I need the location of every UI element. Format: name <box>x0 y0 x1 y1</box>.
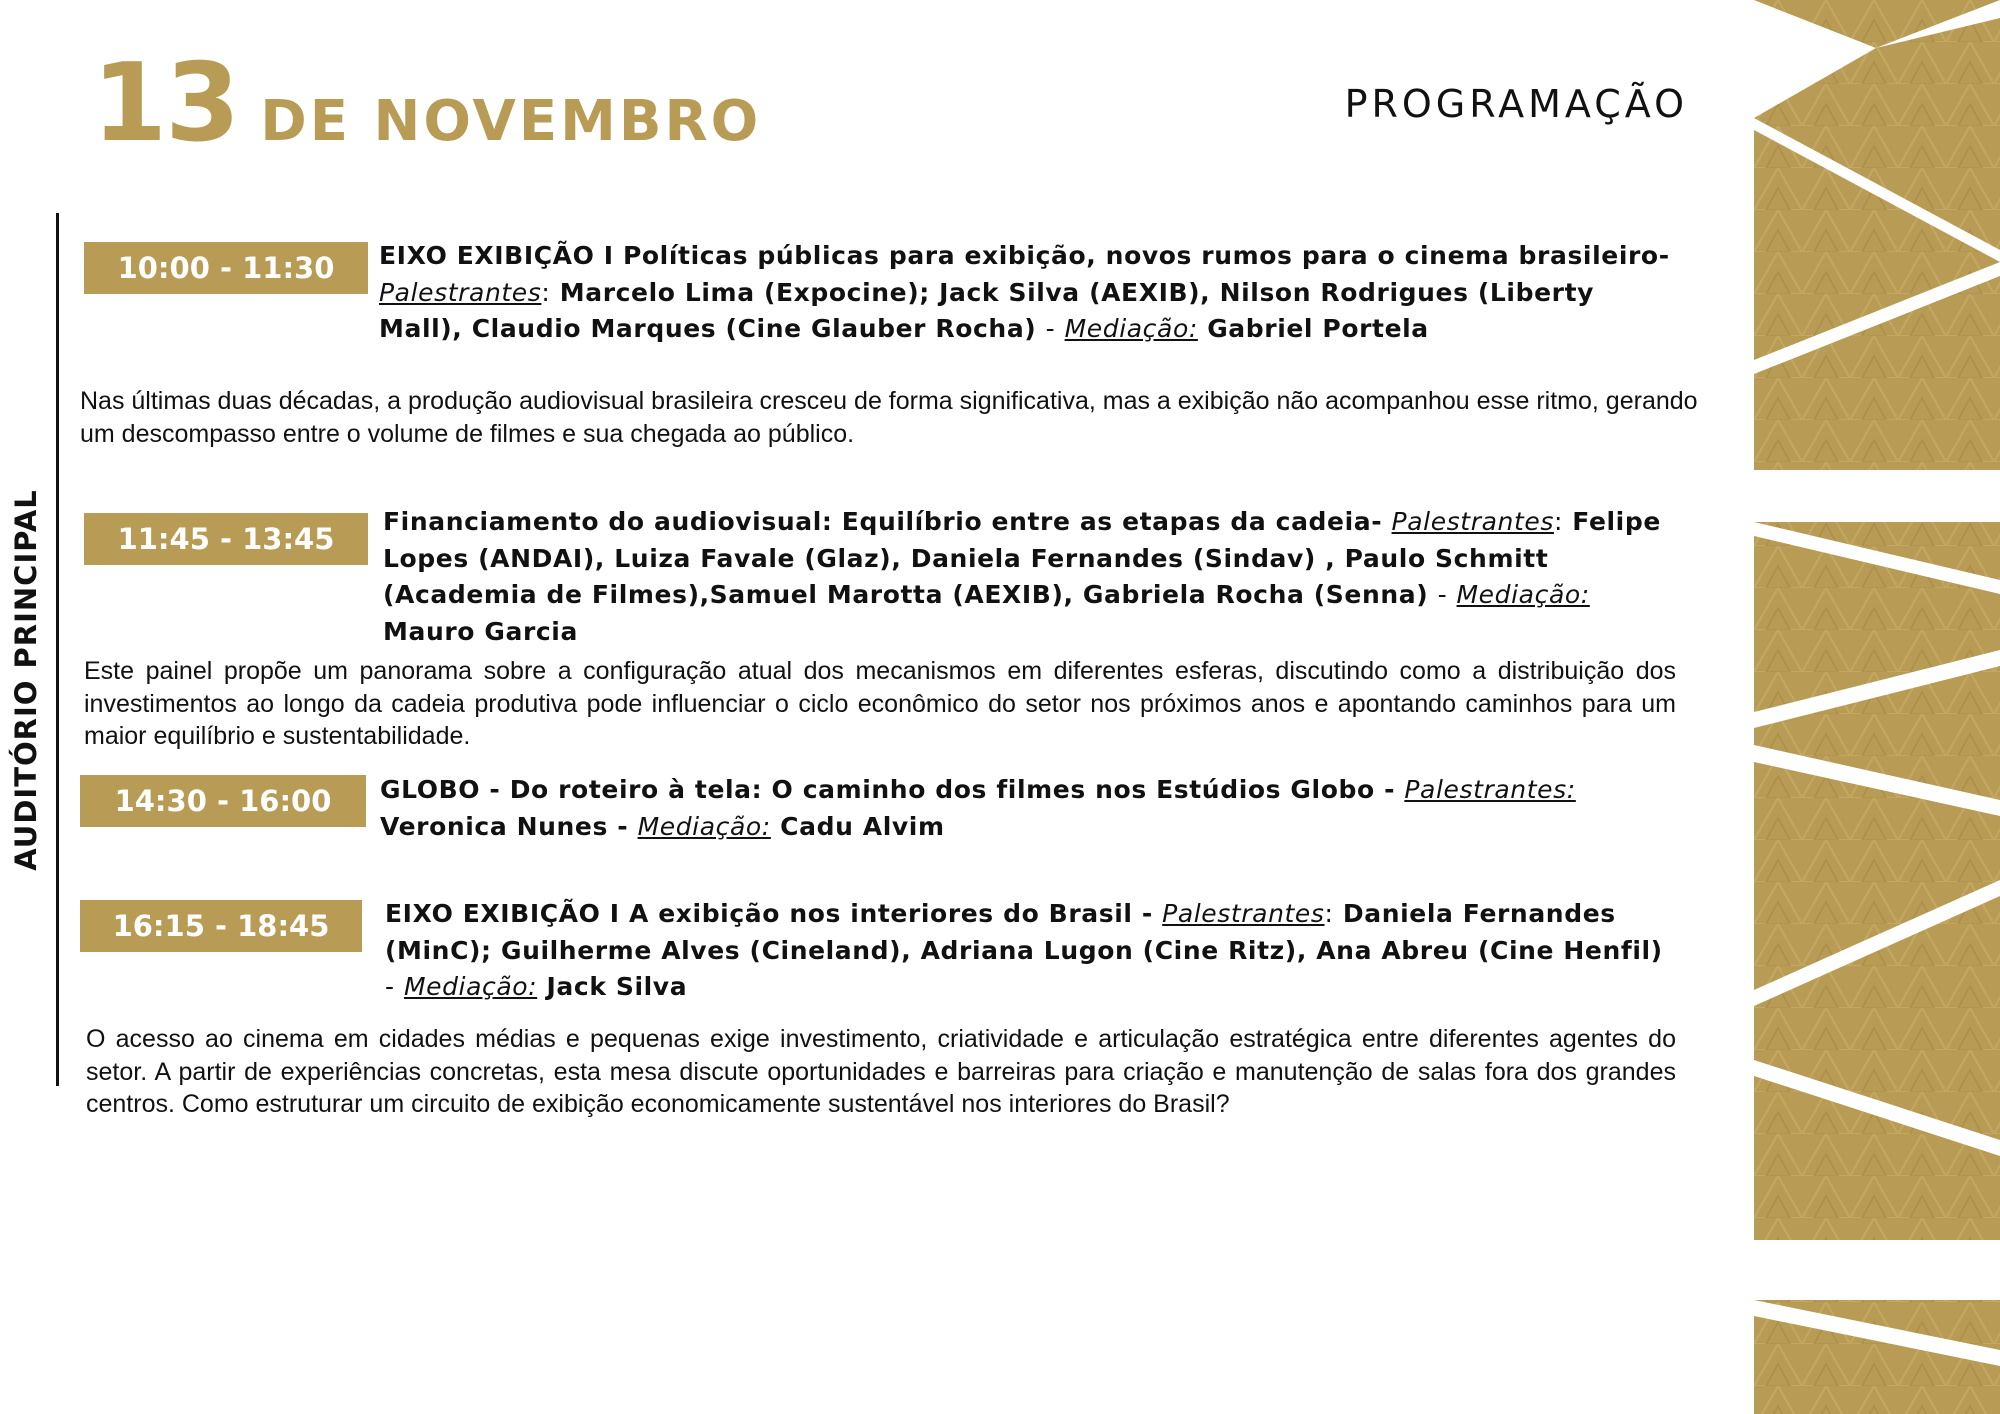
separator-dash: - <box>385 972 395 1001</box>
speakers-label: Palestrantes: <box>1404 775 1576 804</box>
separator-dash: - <box>1045 314 1056 343</box>
session-description: O acesso ao cinema em cidades médias e pequenas exige investimento, criatividade e articulação estratégica entre diferentes agentes do setor. A partir de experiências concretas, esta mesa discute oportunidades e barreiras para criação e manutenção de salas fora dos grandes centros. Como estruturar um circuito de exibição economicamente sustentável nos interiores do Brasil? <box>86 1025 1676 1118</box>
moderator: Cadu Alvim <box>780 811 945 841</box>
session-heading <box>383 504 1673 650</box>
session-description: Este painel propõe um panorama sobre a configuração atual dos mecanismos em diferentes esferas, discutindo como a distribuição dos investimentos ao longo da cadeia produtiva pode influenciar o ciclo econômico do setor nos próximos anos e apontando caminhos para um maior equilíbrio e sustentabilidade. <box>84 657 1676 750</box>
page-title <box>92 41 762 166</box>
speakers-label: Palestrantes <box>379 277 542 307</box>
speakers: Daniela Fernandes (MinC); Guilherme Alves (Cineland), Adriana Lugon (Cine Ritz), Ana Abreu (Cine Henfil) <box>385 899 1663 965</box>
speakers-separator: : <box>1324 899 1334 928</box>
title-month: DE NOVEMBRO <box>260 89 762 154</box>
session-title: EIXO EXIBIÇÃO I A exibição nos interiores do Brasil - <box>385 899 1153 928</box>
time-badge: 16:15 - 18:45 <box>80 900 362 952</box>
speakers: Felipe Lopes (ANDAI), Luiza Favale (Glaz), Daniela Fernandes (Sindav) , Paulo Schmitt (Academia de Filmes),Samuel Marotta (AEXIB), Gabriela Rocha (Senna) <box>383 507 1661 609</box>
session-heading <box>385 896 1675 1006</box>
time-badge: 10:00 - 11:30 <box>84 242 368 294</box>
session-heading <box>379 238 1679 348</box>
speakers-separator: : <box>1553 507 1563 536</box>
speakers: Veronica Nunes - <box>380 811 629 841</box>
venue-divider <box>56 213 59 1086</box>
moderator: Mauro Garcia <box>383 616 578 646</box>
speakers-label: Palestrantes <box>1162 899 1325 928</box>
separator-dash: - <box>1437 580 1448 609</box>
session-title: Financiamento do audiovisual: Equilíbrio entre as etapas da cadeia- <box>383 507 1383 536</box>
moderation-label: Mediação: <box>1456 580 1590 609</box>
session-title: GLOBO - Do roteiro à tela: O caminho dos filmes nos Estúdios Globo - <box>380 775 1396 804</box>
moderator: Jack Silva <box>546 972 688 1001</box>
moderation-label: Mediação: <box>637 811 771 841</box>
session-title: EIXO EXIBIÇÃO I Políticas públicas para exibição, novos rumos para o cinema brasileiro- <box>379 241 1670 270</box>
title-day: 13 <box>92 41 239 166</box>
section-label: PROGRAMAÇÃO <box>1344 82 1688 126</box>
decorative-geometric-band <box>1754 0 2000 1414</box>
speakers-label: Palestrantes <box>1391 507 1554 536</box>
time-badge: 14:30 - 16:00 <box>80 775 366 827</box>
venue-label: AUDITÓRIO PRINCIPAL <box>9 489 43 871</box>
moderation-label: Mediação: <box>1064 314 1198 343</box>
session-description: Nas últimas duas décadas, a produção audiovisual brasileira cresceu de forma significativa, mas a exibição não acompanhou esse ritmo, gerando um descompasso entre o volume de filmes e sua chegada ao público. <box>80 387 1698 448</box>
session-heading <box>380 772 1680 845</box>
speakers: Marcelo Lima (Expocine); Jack Silva (AEXIB), Nilson Rodrigues (Liberty Mall), Claudio Marques (Cine Glauber Rocha) <box>379 277 1595 343</box>
moderation-label: Mediação: <box>403 972 538 1001</box>
time-badge: 11:45 - 13:45 <box>84 513 368 565</box>
speakers-separator: : <box>541 277 551 307</box>
moderator: Gabriel Portela <box>1207 314 1429 343</box>
